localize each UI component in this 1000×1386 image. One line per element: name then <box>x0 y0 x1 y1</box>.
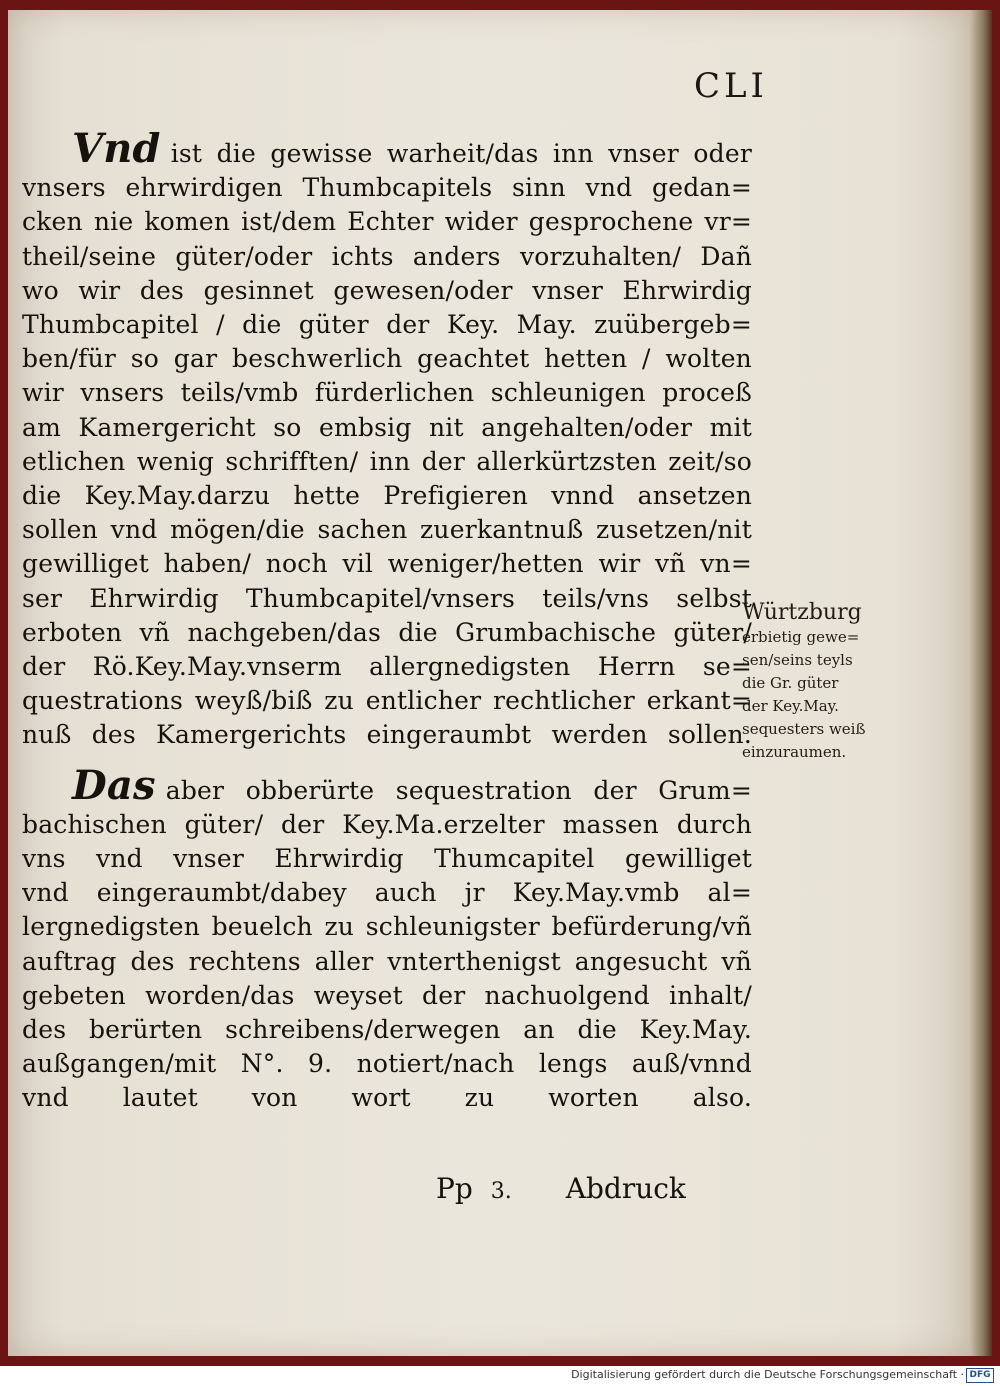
text-line: vnd eingeraumbt/dabey auch jr Key.May.vmb al= <box>22 878 752 908</box>
footer-bar <box>0 1366 1000 1386</box>
text-line: ben/für so gar beschwerlich geachtet hetten / wolten <box>22 344 752 374</box>
marginal-note-line: sequesters weiß <box>742 720 866 738</box>
marginal-note-line: sen/seins teyls <box>742 651 853 669</box>
paragraph-1 <box>22 132 752 753</box>
initial-word: Vnd <box>72 132 161 172</box>
text-line: Das aber obberürte sequestration der Grum= <box>22 769 752 808</box>
signature-number: 3. <box>490 1179 512 1204</box>
catchword: Abdruck <box>565 1172 686 1205</box>
text-line: vns vnd vnser Ehrwirdig Thumcapitel gewilliget <box>22 844 752 874</box>
text-line: wo wir des gesinnet gewesen/oder vnser Ehrwirdig <box>22 275 752 305</box>
text-line: etlichen wenig schrifften/ inn der allerkürtzsten zeit/so <box>22 446 752 476</box>
paragraph-2 <box>22 769 752 1116</box>
text-line: erboten vñ nachgeben/das die Grumbachische güter/ <box>22 617 752 647</box>
text-line: sollen vnd mögen/die sachen zuerkantnuß zusetzen/nit <box>22 515 752 545</box>
text-line: am Kamergericht so embsig nit angehalten/oder mit <box>22 412 752 442</box>
text-line: theil/seine güter/oder ichts anders vorzuhalten/ Dañ <box>22 241 752 271</box>
text-line: Thumbcapitel / die güter der Key. May. zuübergeb= <box>22 310 752 340</box>
text-line: lergnedigsten beuelch zu schleunigster befürderung/vñ <box>22 912 752 942</box>
marginal-note-line: einzuraumen. <box>742 743 847 761</box>
dfg-logo: DFG <box>966 1368 994 1383</box>
text-line: nuß des Kamergerichts eingeraumbt werden sollen. <box>22 720 752 750</box>
signature-catchword-line <box>436 1172 776 1205</box>
marginal-note-line: der Key.May. <box>742 697 839 715</box>
text-line: des berürten schreibens/derwegen an die Key.May. <box>22 1015 752 1045</box>
marginal-note <box>742 600 912 764</box>
funding-credit: Digitalisierung gefördert durch die Deutsche Forschungsgemeinschaft · <box>571 1368 964 1381</box>
marginal-note-line: die Gr. güter <box>742 674 839 692</box>
text-line: vnsers ehrwirdigen Thumbcapitels sinn vnd gedan= <box>22 173 752 203</box>
text-line: wir vnsers teils/vmb fürderlichen schleunigen proceß <box>22 378 752 408</box>
text-line: vnd lautet von wort zu worten also. <box>22 1083 752 1113</box>
text-line: die Key.May.darzu hette Prefigieren vnnd ansetzen <box>22 481 752 511</box>
folio-number: CLI <box>693 66 768 106</box>
text-line: Vnd ist die gewisse warheit/das inn vnser oder <box>22 132 752 171</box>
text-line: ser Ehrwirdig Thumbcapitel/vnsers teils/vns selbst <box>22 583 752 613</box>
text-line: bachischen güter/ der Key.Ma.erzelter massen durch <box>22 809 752 839</box>
text-line: gewilliget haben/ noch vil weniger/hetten wir vñ vn= <box>22 549 752 579</box>
marginal-note-line: erbietig gewe= <box>742 628 860 646</box>
text-line: auftrag des rechtens aller vnterthenigst angesucht vñ <box>22 946 752 976</box>
text-line: der Rö.Key.May.vnserm allergnedigsten Herrn se= <box>22 652 752 682</box>
text-line: gebeten worden/das weyset der nachuolgend inhalt/ <box>22 980 752 1010</box>
page-edge <box>970 10 992 1356</box>
text-line: außgangen/mit N°. 9. notiert/nach lengs auß/vnnd <box>22 1049 752 1079</box>
initial-word: Das <box>72 768 156 808</box>
marginal-note-line: Würtzburg <box>742 600 862 625</box>
main-text-block <box>22 132 752 1116</box>
text-line: cken nie komen ist/dem Echter wider gesprochene vr= <box>22 207 752 237</box>
text-line: questrations weyß/biß zu entlicher rechtlicher erkant= <box>22 686 752 716</box>
signature-mark: Pp <box>436 1172 473 1205</box>
